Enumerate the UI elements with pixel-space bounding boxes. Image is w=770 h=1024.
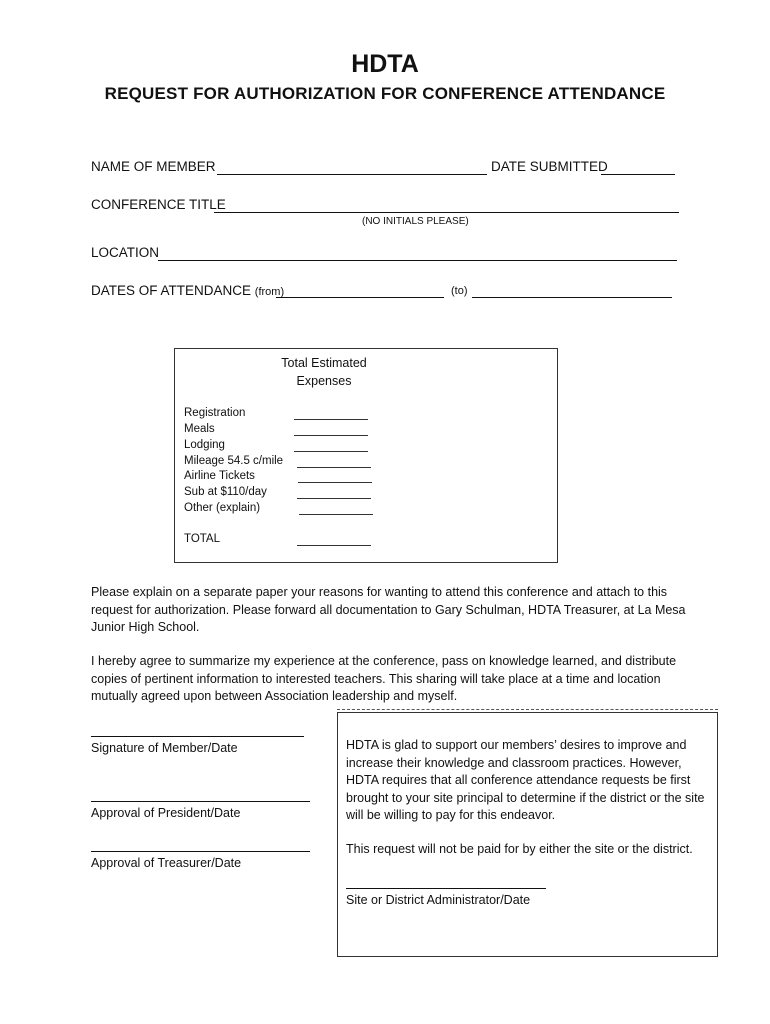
- expense-total-field[interactable]: [297, 545, 371, 546]
- member-signature-line[interactable]: [91, 736, 304, 737]
- explain-paragraph: Please explain on a separate paper your reasons for wanting to attend this conference and attach to this request for authorization. Please forward all documentation to Gary Schulman, HDTA Treasurer, at La Mesa Junior High School.: [91, 585, 686, 634]
- admin-signature-line[interactable]: [346, 888, 546, 889]
- name-of-member-label: NAME OF MEMBER: [91, 159, 216, 174]
- admin-signature-label: Site or District Administrator/Date: [346, 893, 531, 907]
- expense-registration-field[interactable]: [294, 419, 368, 420]
- president-approval-label: Approval of President/Date: [91, 806, 241, 820]
- expense-mileage-label: Mileage 54.5 c/mile: [184, 455, 284, 467]
- name-of-member-field[interactable]: [217, 174, 487, 175]
- date-submitted-label: DATE SUBMITTED: [491, 159, 608, 174]
- location-label: LOCATION: [91, 245, 160, 260]
- president-approval-line[interactable]: [91, 801, 310, 802]
- admin-support-text: HDTA is glad to support our members’ desires to improve and increase their knowledge and classroom practices. However, HDTA requires that all conference attendance requests be first brought to your site principal to determine if the district or the site will be willing to pay for this endeavor.: [346, 738, 705, 822]
- treasurer-approval-line[interactable]: [91, 851, 310, 852]
- form-title: REQUEST FOR AUTHORIZATION FOR CONFERENCE ATTENDANCE: [104, 84, 666, 103]
- no-initials-note: (NO INITIALS PLEASE): [362, 216, 469, 227]
- expense-lodging-field[interactable]: [294, 451, 368, 452]
- agree-paragraph: I hereby agree to summarize my experience at the conference, pass on knowledge learned, and distribute copies of pertinent information to interested teachers. This sharing will take place at a time and location mutually agreed upon between Association leadership and myself.: [91, 654, 677, 703]
- date-to-field[interactable]: [472, 297, 672, 298]
- member-signature-label: Signature of Member/Date: [91, 741, 238, 755]
- expense-mileage-field[interactable]: [297, 467, 371, 468]
- org-title: HDTA: [351, 50, 419, 78]
- conference-title-field[interactable]: [214, 212, 679, 213]
- expense-other-label: Other (explain): [184, 502, 261, 514]
- dates-of-attendance-text: DATES OF ATTENDANCE: [91, 283, 252, 298]
- from-label: (from): [254, 286, 285, 298]
- expense-lodging-label: Lodging: [184, 439, 225, 451]
- to-label: (to): [451, 285, 468, 297]
- expense-sub-label: Sub at $110/day: [184, 486, 267, 498]
- dates-of-attendance-label: [91, 283, 284, 298]
- date-submitted-field[interactable]: [601, 174, 675, 175]
- date-from-field[interactable]: [276, 297, 444, 298]
- admin-box-top-border: [337, 709, 718, 710]
- expense-meals-label: Meals: [184, 423, 215, 435]
- expense-other-field[interactable]: [299, 514, 373, 515]
- expenses-title: Total Estimated Expenses: [281, 356, 367, 388]
- expense-meals-field[interactable]: [294, 435, 368, 436]
- admin-not-paid-text: This request will not be paid for by either the site or the district.: [346, 842, 693, 856]
- treasurer-approval-label: Approval of Treasurer/Date: [91, 856, 242, 870]
- expense-airline-field[interactable]: [298, 482, 372, 483]
- expense-sub-field[interactable]: [297, 498, 371, 499]
- conference-title-label: CONFERENCE TITLE: [91, 197, 226, 212]
- expense-total-label: TOTAL: [184, 533, 220, 545]
- expense-airline-label: Airline Tickets: [184, 470, 255, 482]
- expense-registration-label: Registration: [184, 407, 246, 419]
- location-field[interactable]: [158, 260, 677, 261]
